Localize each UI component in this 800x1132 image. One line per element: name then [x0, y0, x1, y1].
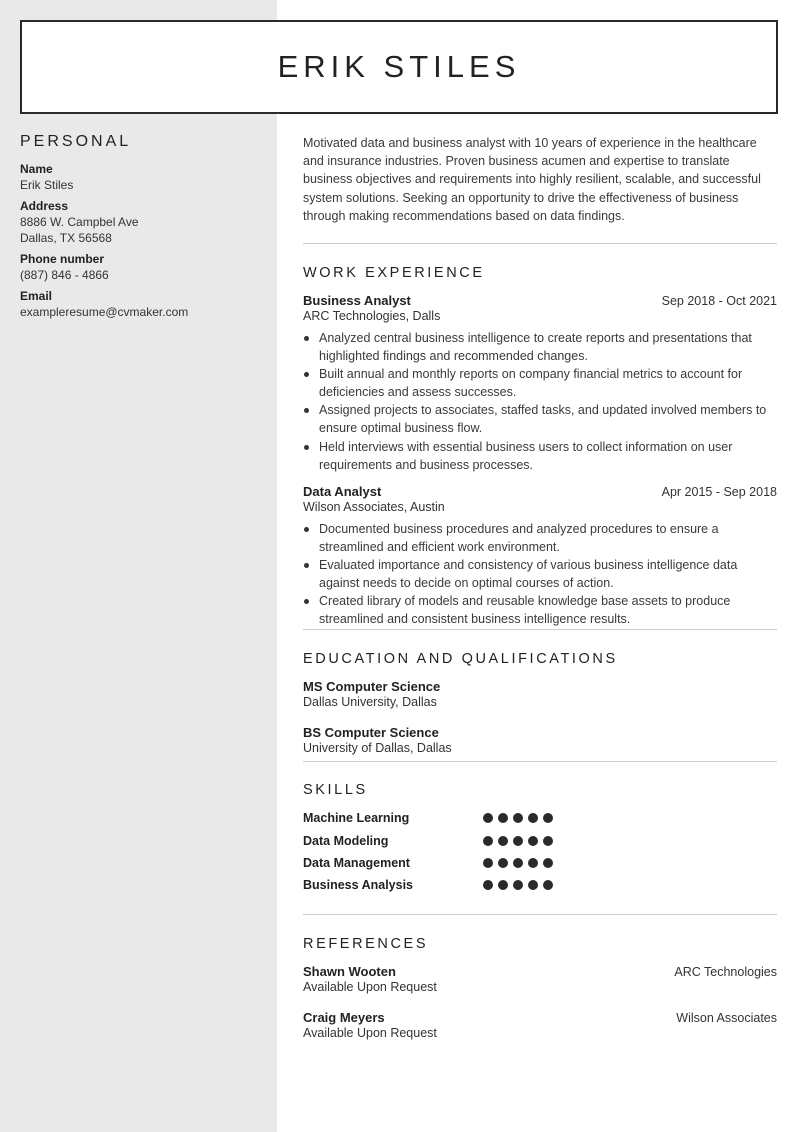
skill-dot	[498, 880, 508, 890]
education-title: EDUCATION AND QUALIFICATIONS	[303, 651, 618, 668]
skill-dot	[513, 858, 523, 868]
email-label: Email	[20, 289, 53, 303]
education-entry	[303, 725, 777, 755]
work-experience-title: WORK EXPERIENCE	[303, 265, 485, 282]
name-header	[20, 20, 778, 114]
degree: BS Computer Science	[303, 725, 439, 741]
skill-dot	[543, 880, 553, 890]
job-company: Wilson Associates, Austin	[303, 499, 445, 514]
skill-dot	[483, 813, 493, 823]
personal-email-group	[20, 288, 265, 320]
skill-rating	[483, 858, 553, 868]
education-section	[303, 651, 777, 755]
address-line-2: Dallas, TX 56568	[20, 231, 112, 245]
skill-dot	[498, 858, 508, 868]
skill-dot	[483, 880, 493, 890]
job-bullet: Documented business procedures and analyzed procedures to ensure a streamlined and efficient work environment.	[303, 520, 777, 556]
skill-dot	[513, 880, 523, 890]
skill-name: Data Modeling	[303, 833, 389, 848]
job-dates: Sep 2018 - Oct 2021	[661, 294, 777, 309]
work-experience-section	[303, 265, 777, 628]
reference-entry	[303, 1010, 777, 1040]
skill-dot	[513, 836, 523, 846]
main-content	[303, 134, 777, 1040]
skill-name: Data Management	[303, 856, 410, 871]
degree: MS Computer Science	[303, 679, 441, 695]
skill-dot	[543, 836, 553, 846]
address-label: Address	[20, 199, 69, 213]
divider	[303, 243, 777, 244]
job-title: Business Analyst	[303, 293, 411, 309]
email-value: exampleresume@cvmaker.com	[20, 305, 189, 319]
divider	[303, 761, 777, 762]
divider	[303, 914, 777, 915]
skill-row	[303, 874, 777, 896]
personal-address-group	[20, 198, 265, 246]
phone-value: (887) 846 - 4866	[20, 268, 109, 282]
address-line-1: 8886 W. Campbel Ave	[20, 215, 139, 229]
skills-section	[303, 782, 777, 896]
skill-name: Business Analysis	[303, 878, 414, 893]
skill-dot	[528, 880, 538, 890]
job-bullet: Evaluated importance and consistency of various business intelligence data against needs to decide on optimal courses of action.	[303, 556, 777, 592]
skill-rating	[483, 813, 553, 823]
personal-name-group	[20, 161, 265, 193]
job-bullet: Built annual and monthly reports on company financial metrics to account for deficiencies and assess successes.	[303, 365, 777, 401]
summary-text: Motivated data and business analyst with 10 years of experience in the healthcare and insurance industries. Proven business acumen and expertise to translate business objectives and requirements into highly resilient, scalable, and successful system solutions. Seeking an opportunity to drive the effectiveness of business through making recommendations based on data findings.	[303, 136, 761, 223]
skill-dot	[483, 858, 493, 868]
job-bullet: Created library of models and reusable knowledge base assets to produce streamlined and consistent business intelligence results.	[303, 592, 777, 628]
education-entry	[303, 679, 777, 709]
job-dates: Apr 2015 - Sep 2018	[661, 484, 777, 499]
job-company: ARC Technologies, Dalls	[303, 309, 441, 324]
name-value: Erik Stiles	[20, 178, 74, 192]
skill-rating	[483, 880, 553, 890]
name-label: Name	[20, 162, 53, 176]
skill-dot	[483, 836, 493, 846]
reference-name: Shawn Wooten	[303, 963, 396, 979]
skill-dot	[543, 813, 553, 823]
job-entry	[303, 484, 777, 629]
skill-dot	[528, 858, 538, 868]
references-title: REFERENCES	[303, 935, 429, 952]
skill-dot	[528, 836, 538, 846]
personal-section	[20, 133, 265, 325]
skill-rating	[483, 836, 553, 846]
school: University of Dallas, Dallas	[303, 741, 452, 756]
job-bullet: Analyzed central business intelligence to create reports and presentations that highlighted findings and recommended changes.	[303, 329, 777, 365]
references-section	[303, 936, 777, 1040]
reference-note: Available Upon Request	[303, 979, 437, 994]
job-bullet: Assigned projects to associates, staffed tasks, and updated involved members to ensure optimal business flow.	[303, 401, 777, 437]
skill-dot	[543, 858, 553, 868]
divider	[303, 629, 777, 630]
personal-phone-group	[20, 251, 265, 283]
skill-row	[303, 830, 777, 852]
job-title: Data Analyst	[303, 483, 382, 499]
skill-name: Machine Learning	[303, 811, 410, 826]
reference-entry	[303, 964, 777, 994]
skills-list	[303, 807, 777, 896]
reference-company: ARC Technologies	[674, 964, 777, 979]
resume-name: ERIK STILES	[277, 49, 521, 84]
phone-label: Phone number	[20, 252, 105, 266]
job-entry	[303, 293, 777, 474]
skill-dot	[513, 813, 523, 823]
job-bullets	[303, 329, 777, 474]
personal-title: PERSONAL	[20, 133, 132, 150]
skill-row	[303, 807, 777, 829]
skill-dot	[498, 836, 508, 846]
skills-title: SKILLS	[303, 782, 368, 799]
reference-name: Craig Meyers	[303, 1009, 385, 1025]
skill-dot	[528, 813, 538, 823]
reference-note: Available Upon Request	[303, 1025, 437, 1040]
reference-company: Wilson Associates	[676, 1010, 777, 1025]
skill-dot	[498, 813, 508, 823]
skill-row	[303, 852, 777, 874]
school: Dallas University, Dallas	[303, 695, 437, 710]
job-bullet: Held interviews with essential business users to collect information on user requirements and business processes.	[303, 438, 777, 474]
job-bullets	[303, 520, 777, 629]
